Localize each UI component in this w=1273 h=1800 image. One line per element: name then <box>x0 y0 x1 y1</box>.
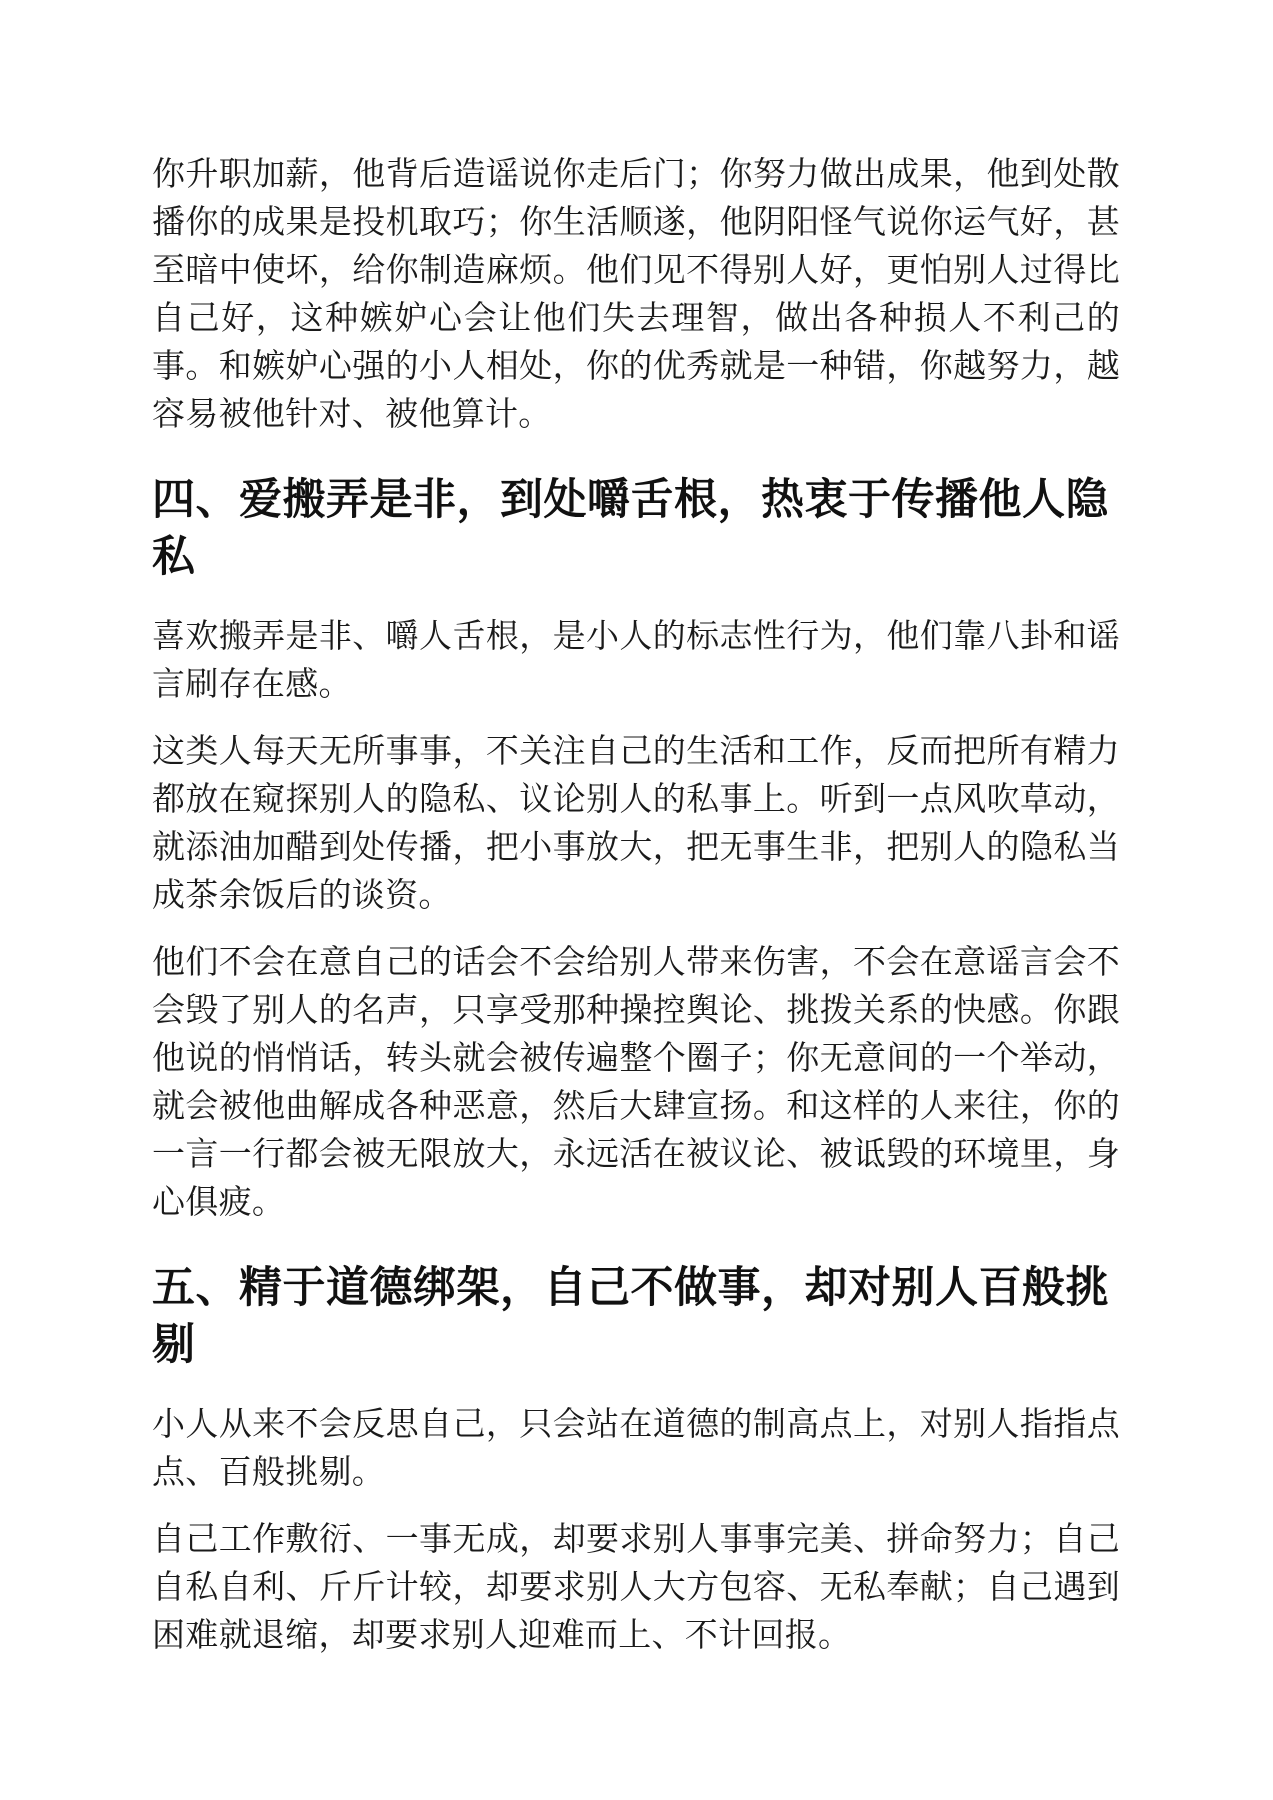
paragraph-moral-intro: 小人从来不会反思自己，只会站在道德的制高点上，对别人指指点点、百般挑剔。 <box>152 1404 1120 1491</box>
paragraph-gossip-harm: 他们不会在意自己的话会不会给别人带来伤害，不会在意谣言会不会毁了别人的名声，只享受那种操控舆论、挑拨关系的快感。你跟他说的悄悄话，转头就会被传遍整个圈子；你无意间的一个举动，就会被他曲解成各种恶意，然后大肆宣扬。和这样的人来往，你的一言一行都会被无限放大，永远活在被议论、被诋毁的环境里，身心俱疲。 <box>152 942 1120 1221</box>
paragraph-moral-examples: 自己工作敷衍、一事无成，却要求别人事事完美、拼命努力；自己自私自利、斤斤计较，却要求别人大方包容、无私奉献；自己遇到困难就退缩，却要求别人迎难而上、不计回报。 <box>152 1519 1120 1654</box>
document-page <box>152 150 1120 1678</box>
paragraph-gossip-intro: 喜欢搬弄是非、嚼人舌根，是小人的标志性行为，他们靠八卦和谣言刷存在感。 <box>152 616 1120 703</box>
paragraph-jealousy-examples: 你升职加薪，他背后造谣说你走后门；你努力做出成果，他到处散播你的成果是投机取巧；你生活顺遂，他阴阳怪气说你运气好，甚至暗中使坏，给你制造麻烦。他们见不得别人好，更怕别人过得比自己好，这种嫉妒心会让他们失去理智，做出各种损人不利己的事。和嫉妒心强的小人相处，你的优秀就是一种错，你越努力，越容易被他针对、被他算计。 <box>152 154 1120 433</box>
section-heading-five: 五、精于道德绑架，自己不做事，却对别人百般挑剔 <box>152 1263 1109 1370</box>
section-heading-four: 四、爱搬弄是非，到处嚼舌根，热衷于传播他人隐私 <box>152 475 1109 582</box>
paragraph-gossip-behavior: 这类人每天无所事事，不关注自己的生活和工作，反而把所有精力都放在窥探别人的隐私、议论别人的私事上。听到一点风吹草动，就添油加醋到处传播，把小事放大，把无事生非，把别人的隐私当成茶余饭后的谈资。 <box>152 731 1120 914</box>
